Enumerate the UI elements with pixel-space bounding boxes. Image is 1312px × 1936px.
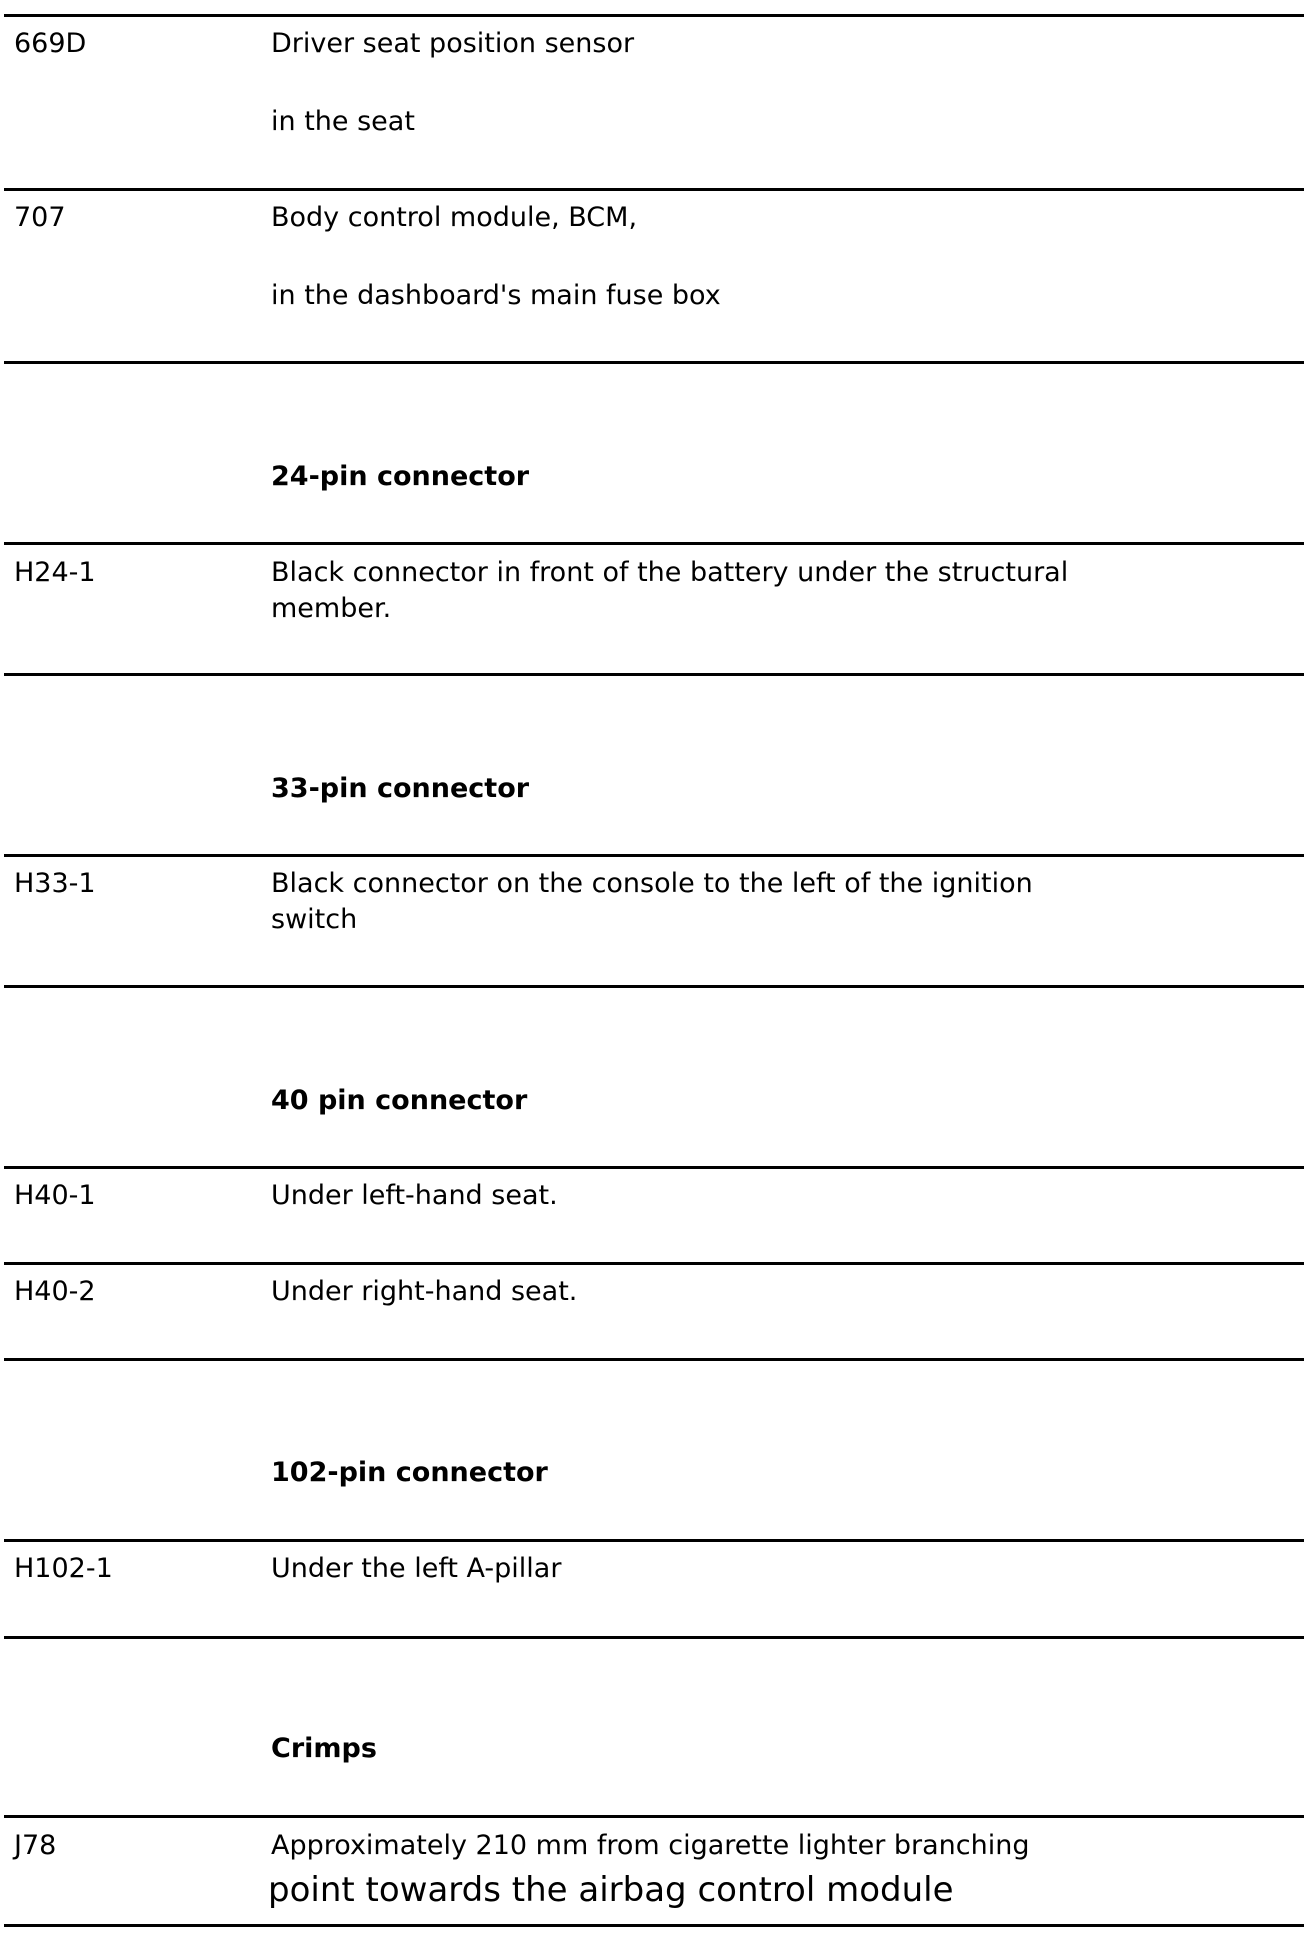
divider	[4, 542, 1304, 545]
section-heading: 102-pin connector	[271, 1457, 548, 1488]
component-description: Body control module, BCM,	[271, 202, 638, 233]
crimp-location: Approximately 210 mm from cigarette lighter branching	[271, 1830, 1030, 1861]
divider	[4, 1262, 1304, 1265]
connector-location: Under left-hand seat.	[271, 1180, 558, 1211]
component-code: 707	[14, 202, 66, 233]
connector-code: H102-1	[14, 1553, 113, 1584]
divider	[4, 1924, 1304, 1927]
divider	[4, 854, 1304, 857]
divider	[4, 673, 1304, 676]
divider	[4, 1358, 1304, 1361]
component-location: in the seat	[271, 106, 415, 137]
section-heading: 33-pin connector	[271, 773, 530, 804]
component-location: in the dashboard's main fuse box	[271, 280, 721, 311]
connector-code: H40-2	[14, 1276, 96, 1307]
connector-location: Under the left A-pillar	[271, 1553, 562, 1584]
divider	[4, 361, 1304, 364]
divider	[4, 14, 1304, 17]
divider	[4, 985, 1304, 988]
crimp-code: J78	[14, 1830, 57, 1861]
divider	[4, 1636, 1304, 1639]
connector-code: H24-1	[14, 557, 96, 588]
connector-location: Under right-hand seat.	[271, 1276, 578, 1307]
divider	[4, 1539, 1304, 1542]
connector-location: Black connector in front of the battery under the structural member.	[271, 557, 1069, 624]
connector-code: H33-1	[14, 868, 96, 899]
divider	[4, 1166, 1304, 1169]
divider	[4, 1815, 1304, 1818]
connector-code: H40-1	[14, 1180, 96, 1211]
section-heading: 24-pin connector	[271, 461, 530, 492]
section-heading: 40 pin connector	[271, 1085, 528, 1116]
component-description: Driver seat position sensor	[271, 28, 635, 59]
crimp-location-continued: point towards the airbag control module	[268, 1870, 954, 1910]
divider	[4, 188, 1304, 191]
section-heading: Crimps	[271, 1733, 377, 1764]
component-code: 669D	[14, 28, 87, 59]
connector-location: Black connector on the console to the left of the ignition switch	[271, 868, 1033, 935]
